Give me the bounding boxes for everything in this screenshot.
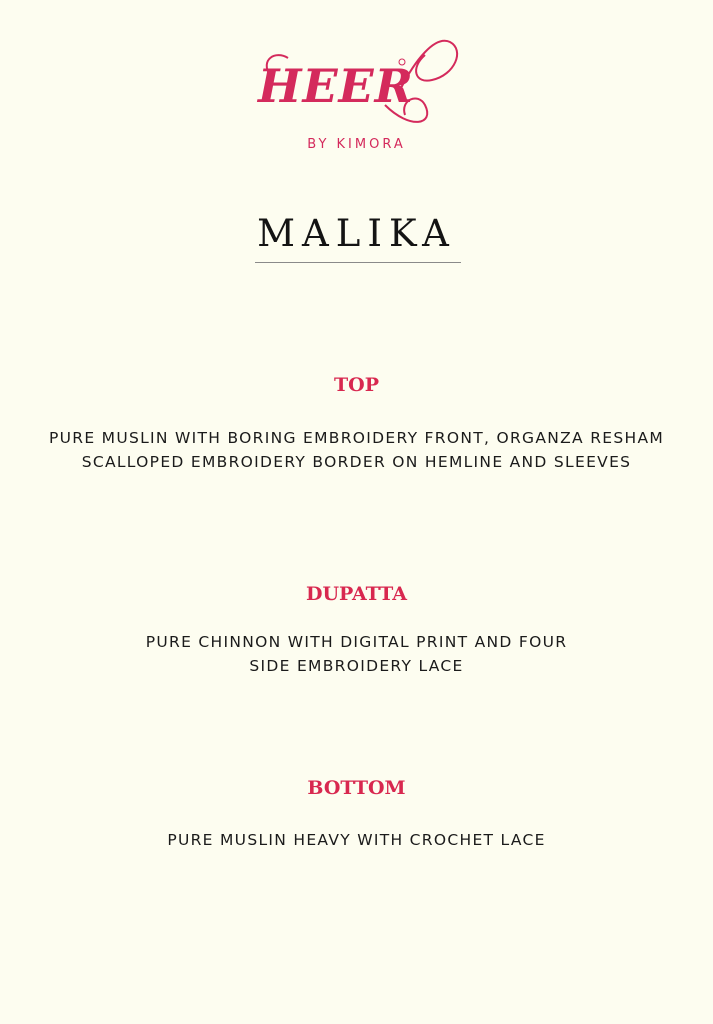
brand-subtitle: BY KIMORA (307, 137, 406, 152)
title-underline (255, 262, 461, 263)
collection-title: MALIKA (257, 212, 456, 255)
section-heading-top: TOP (334, 374, 379, 396)
section-line: SIDE EMBROIDERY LACE (249, 657, 464, 675)
logo-wordmark: HEER (258, 59, 414, 113)
section-line: PURE MUSLIN HEAVY WITH CROCHET LACE (167, 831, 546, 849)
brand-logo (250, 30, 465, 135)
section-body-dupatta (0, 630, 713, 678)
section-line: PURE MUSLIN WITH BORING EMBROIDERY FRONT, ORGANZA RESHAM (48, 429, 665, 447)
section-body-top (0, 426, 713, 474)
section-heading-dupatta: DUPATTA (306, 583, 407, 605)
section-line: PURE CHINNON WITH DIGITAL PRINT AND FOUR (145, 633, 568, 651)
section-line: SCALLOPED EMBROIDERY BORDER ON HEMLINE AND SLEEVES (81, 453, 632, 471)
section-body-bottom (0, 828, 713, 852)
heer-logo-mark (250, 30, 465, 135)
section-heading-bottom: BOTTOM (307, 777, 406, 799)
